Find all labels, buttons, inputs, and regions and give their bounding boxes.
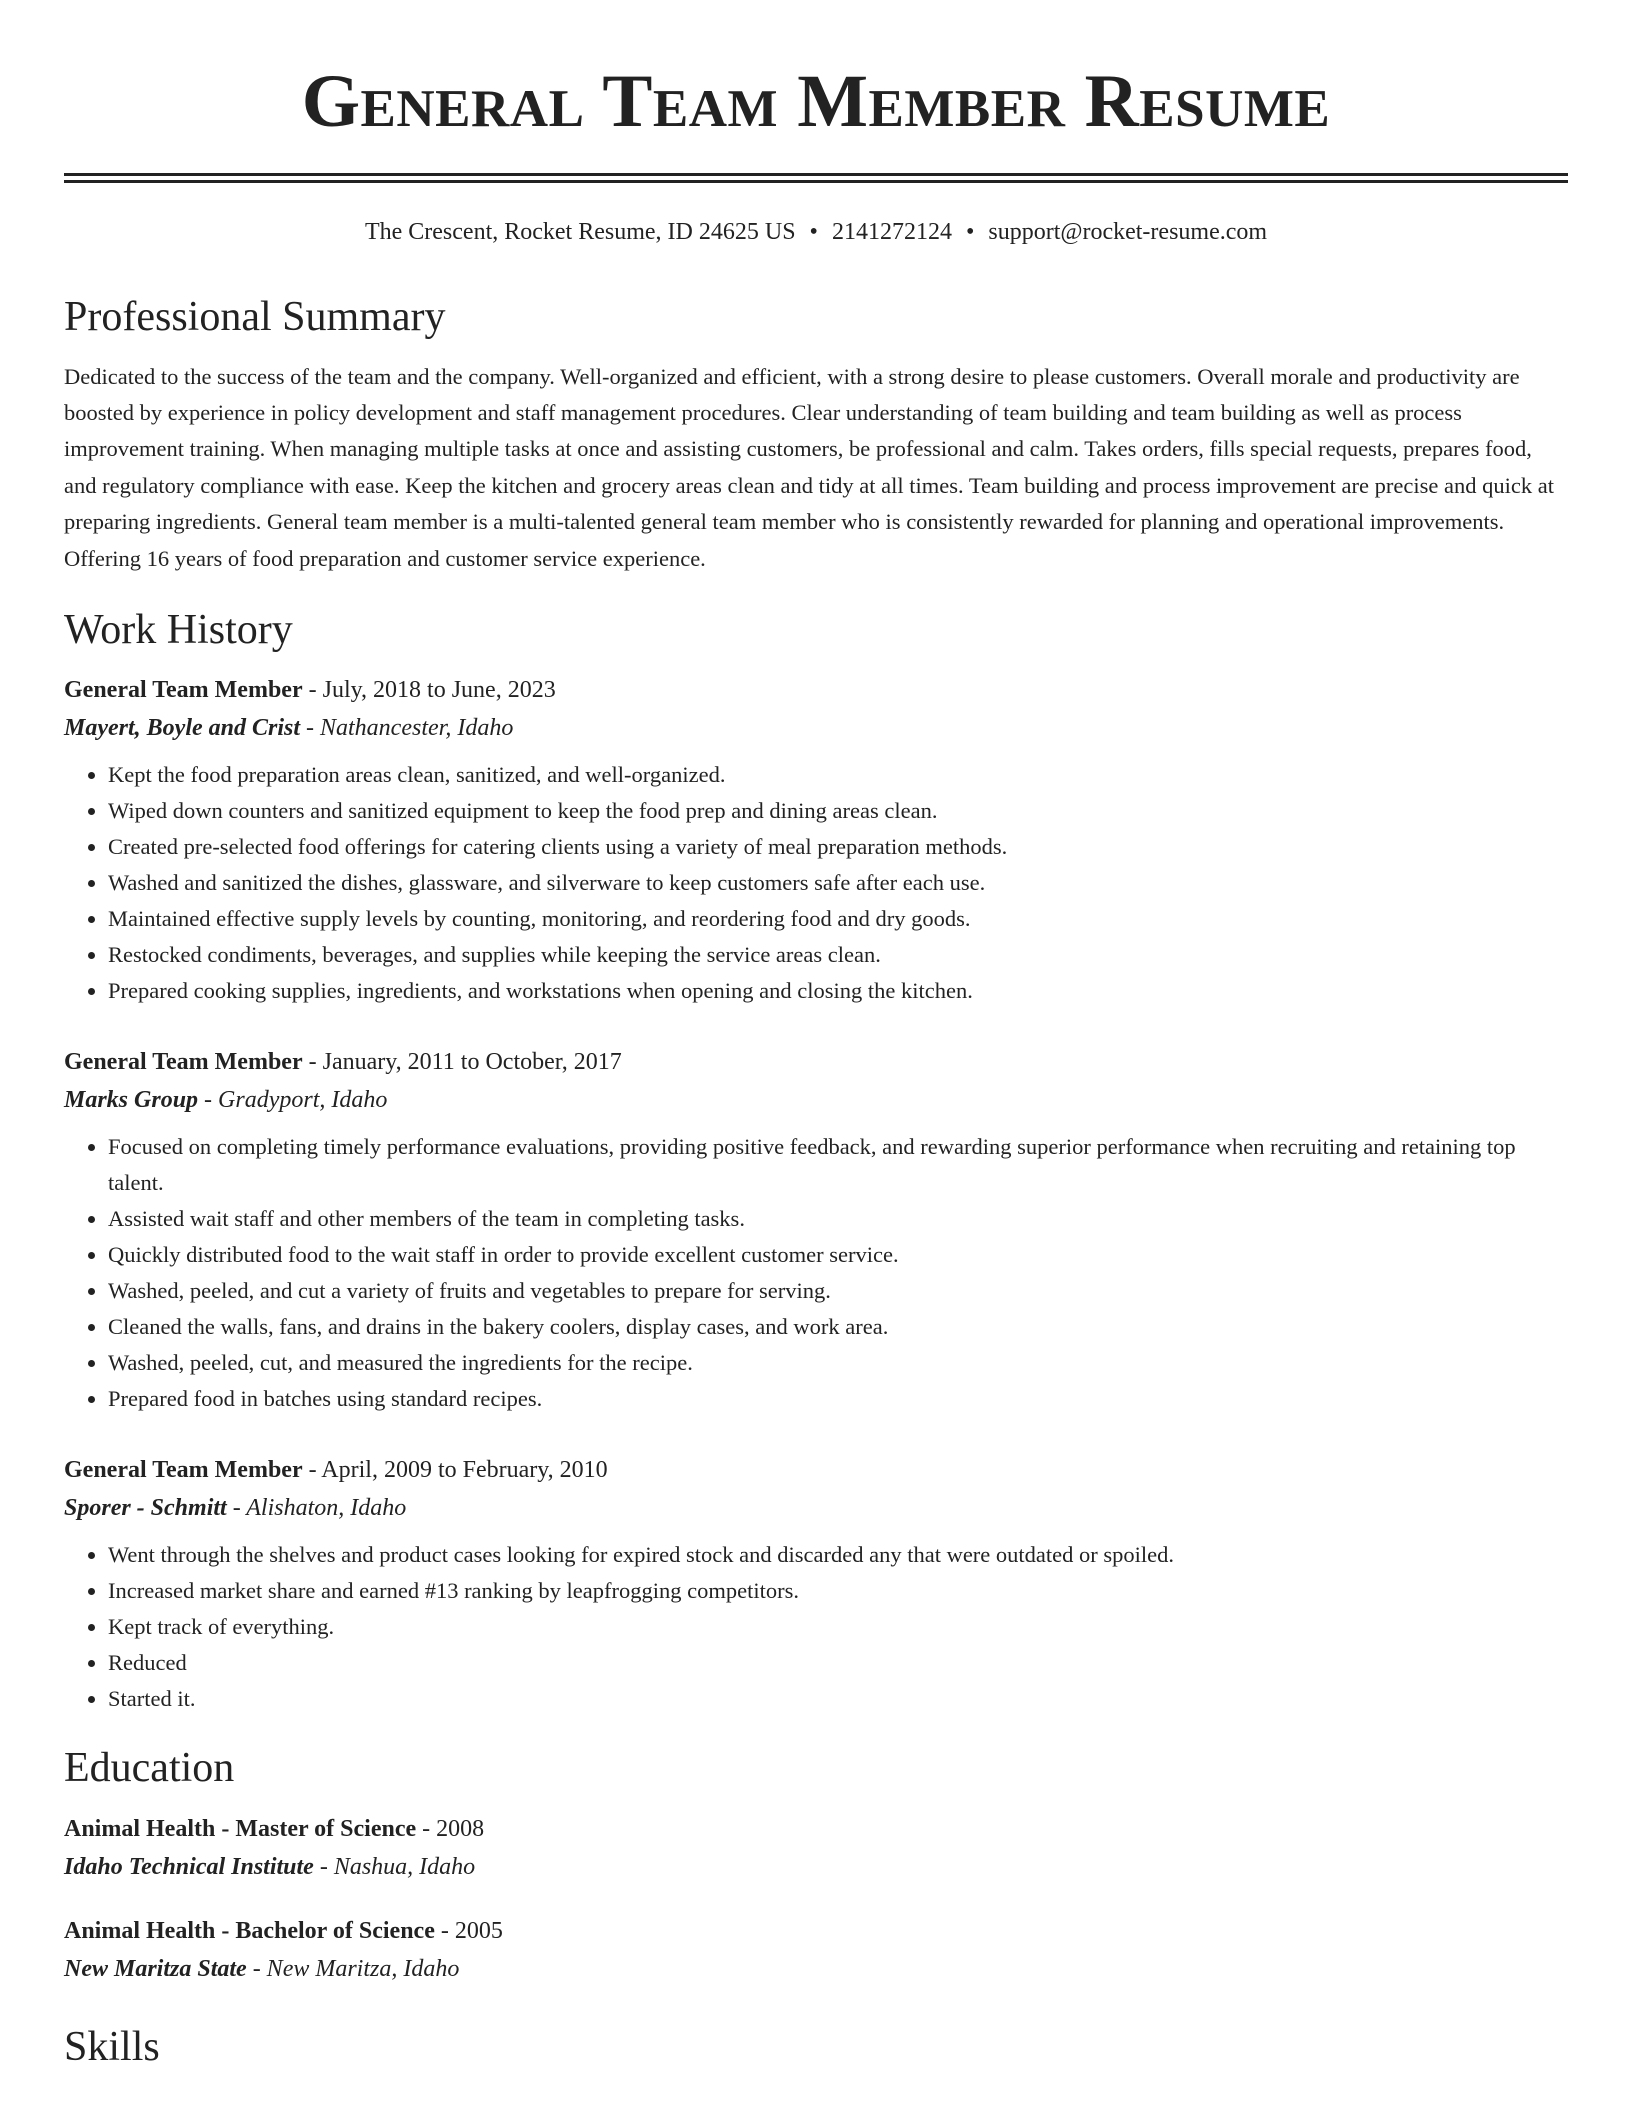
job-bullet: • Kept the food preparation areas clean, sanitized, and well-organized. — [108, 757, 1568, 793]
job-company: Marks Group — [64, 1087, 199, 1114]
education-degree: Animal Health - Master of Science — [64, 1815, 417, 1842]
job-bullet: • Reduced — [108, 1645, 1568, 1681]
job-bullets — [64, 1537, 1568, 1717]
job-location: - Alishaton, Idaho — [226, 1495, 407, 1522]
job-bullet: • Increased market share and earned #13 ranking by leapfrogging competitors. — [108, 1573, 1568, 1609]
job-bullet: • Kept track of everything. — [108, 1609, 1568, 1645]
summary-text: Dedicated to the success of the team and the company. Well-organized and efficient, with a strong desire to please customers. Overall morale and productivity are boosted by experience in policy development and staff management procedures. Clear understanding of team building and team building as well as process improvement training. When managing multiple tasks at once and assisting customers, be professional and calm. Takes orders, fills special requests, prepares food, and regulatory compliance with ease. Keep the kitchen and grocery areas clean and tidy at all times. Team building and process improvement are precise and quick at preparing ingredients. General team member is a multi-talented general team member who is consistently rewarded for planning and operational improvements. Offering 16 years of food preparation and customer service experience. — [64, 363, 1554, 571]
job-bullet: • Washed, peeled, and cut a variety of fruits and vegetables to prepare for serving. — [108, 1273, 1568, 1309]
resume-title: General Team Member Resume — [301, 60, 1331, 143]
education-heading: Education — [64, 1745, 235, 1792]
job-bullet: • Maintained effective supply levels by counting, monitoring, and reordering food and dry goods. — [108, 901, 1568, 937]
job-bullet: • Restocked condiments, beverages, and supplies while keeping the service areas clean. — [108, 937, 1568, 973]
job-bullet: • Cleaned the walls, fans, and drains in the bakery coolers, display cases, and work area. — [108, 1309, 1568, 1345]
job-bullets — [64, 757, 1568, 1009]
job-title-line — [64, 1043, 1568, 1081]
job-role: General Team Member — [64, 677, 303, 704]
job-location: - Gradyport, Idaho — [198, 1087, 388, 1114]
job-entry — [64, 671, 1568, 1009]
job-role: General Team Member — [64, 1049, 303, 1076]
title-double-rule — [64, 173, 1568, 183]
summary-heading: Professional Summary — [64, 294, 446, 341]
job-company-line — [64, 1081, 1568, 1119]
contact-separator: • — [965, 219, 975, 245]
job-dates: - April, 2009 to February, 2010 — [302, 1457, 608, 1484]
job-location: - Nathancester, Idaho — [300, 715, 514, 742]
job-dates: - July, 2018 to June, 2023 — [302, 677, 556, 704]
job-company: Mayert, Boyle and Crist — [64, 715, 301, 742]
education-location: - Nashua, Idaho — [313, 1853, 476, 1880]
job-bullet: • Assisted wait staff and other members of the team in completing tasks. — [108, 1201, 1568, 1237]
education-school-line — [64, 1950, 1568, 1988]
job-entry — [64, 1043, 1568, 1417]
education-school: New Maritza State — [64, 1955, 247, 1982]
education-entry — [64, 1912, 1568, 1988]
education-degree: Animal Health - Bachelor of Science — [64, 1917, 435, 1944]
education-entry — [64, 1810, 1568, 1886]
education-school-line — [64, 1848, 1568, 1886]
job-bullet: • Created pre-selected food offerings for catering clients using a variety of meal preparation methods. — [108, 829, 1568, 865]
education-degree-line — [64, 1912, 1568, 1950]
job-title-line — [64, 671, 1568, 709]
job-bullet: • Started it. — [108, 1681, 1568, 1717]
job-bullet: • Wiped down counters and sanitized equipment to keep the food prep and dining areas clean. — [108, 793, 1568, 829]
education-location: - New Maritza, Idaho — [246, 1955, 460, 1982]
job-dates: - January, 2011 to October, 2017 — [302, 1049, 622, 1076]
skills-heading: Skills — [64, 2023, 160, 2070]
job-bullet: • Quickly distributed food to the wait staff in order to provide excellent customer service. — [108, 1237, 1568, 1273]
job-role: General Team Member — [64, 1457, 303, 1484]
contact-address: The Crescent, Rocket Resume, ID 24625 US — [364, 219, 796, 245]
job-bullets — [64, 1129, 1568, 1417]
contact-line — [64, 217, 1568, 248]
work-history-heading: Work History — [64, 607, 293, 654]
job-entry — [64, 1451, 1568, 1717]
contact-email: support@rocket-resume.com — [988, 219, 1268, 245]
education-degree-line — [64, 1810, 1568, 1848]
job-company: Sporer - Schmitt — [64, 1495, 227, 1522]
job-bullet: • Went through the shelves and product cases looking for expired stock and discarded any that were outdated or spoiled. — [108, 1537, 1568, 1573]
job-title-line — [64, 1451, 1568, 1489]
job-company-line — [64, 1489, 1568, 1527]
job-bullet: • Prepared cooking supplies, ingredients, and workstations when opening and closing the kitchen. — [108, 973, 1568, 1009]
job-bullet: • Prepared food in batches using standard recipes. — [108, 1381, 1568, 1417]
education-year: - 2005 — [434, 1917, 503, 1944]
education-school: Idaho Technical Institute — [64, 1853, 314, 1880]
job-bullet: • Focused on completing timely performance evaluations, providing positive feedback, and rewarding superior performance when recruiting and retaining top talent. — [108, 1129, 1568, 1201]
job-bullet: • Washed and sanitized the dishes, glassware, and silverware to keep customers safe after each use. — [108, 865, 1568, 901]
job-bullet: • Washed, peeled, cut, and measured the ingredients for the recipe. — [108, 1345, 1568, 1381]
education-year: - 2008 — [416, 1815, 485, 1842]
contact-phone: 2141272124 — [831, 219, 952, 245]
job-company-line — [64, 709, 1568, 747]
contact-separator: • — [809, 219, 818, 245]
